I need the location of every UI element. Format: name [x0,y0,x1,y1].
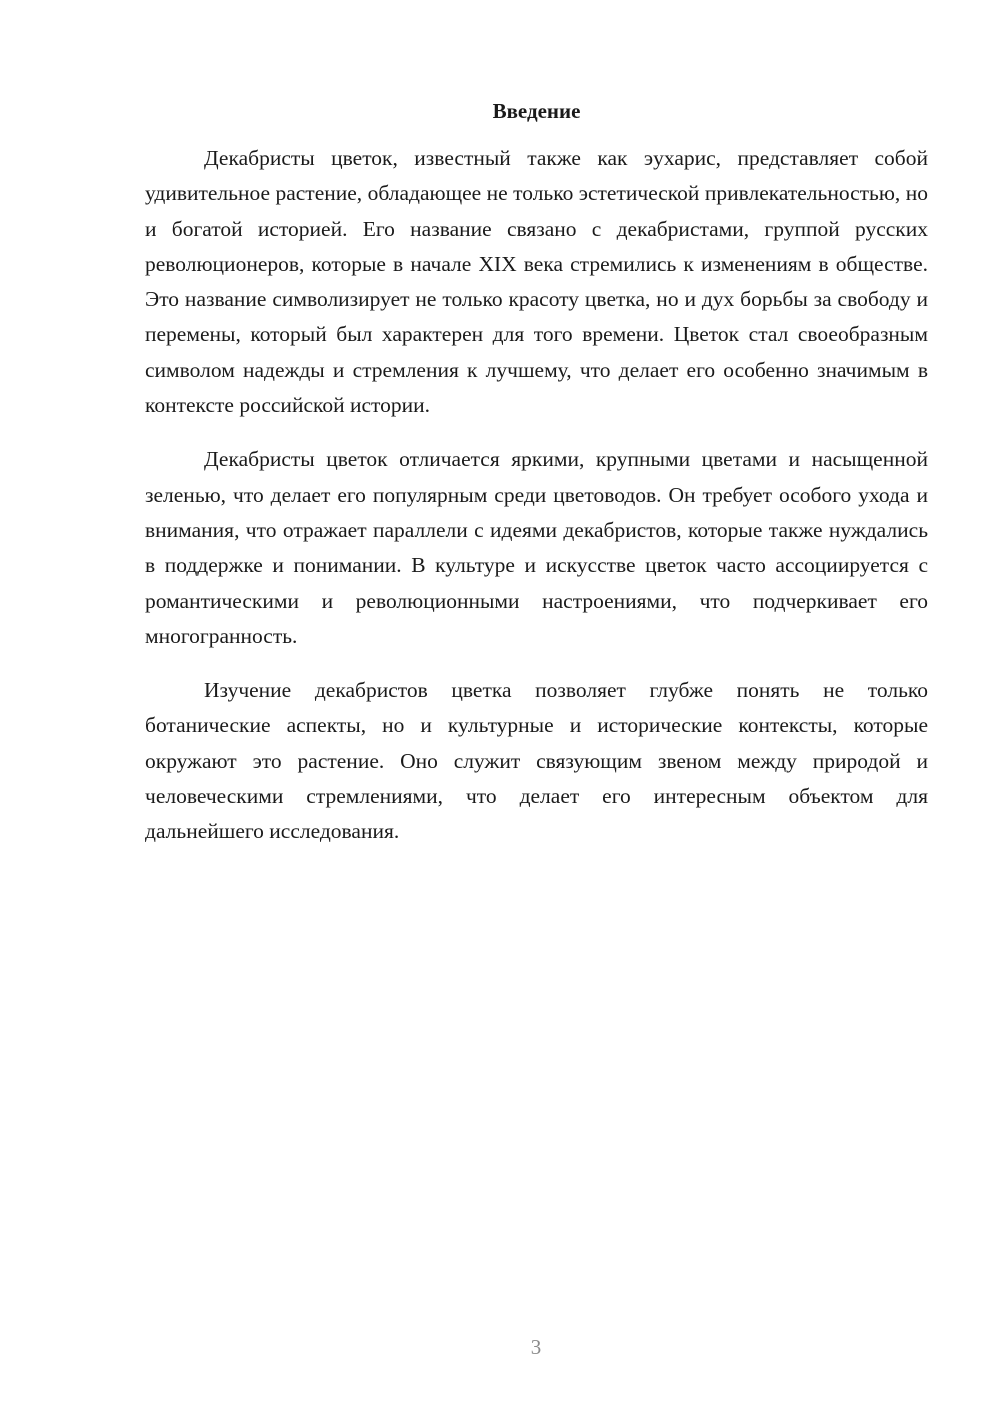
paragraph-3: Изучение декабристов цветка позволяет глубже понять не только ботанические аспекты, но и культурные и исторические контексты, которые окружают это растение. Оно служит связующим звеном между природой и человеческими стремлениями, что делает его интересным объектом для дальнейшего исследования. [145,678,928,844]
page-number: 3 [530,1335,542,1359]
paragraph-1: Декабристы цветок, известный также как эухарис, представляет собой удивительное растение, обладающее не только эстетической привлекательностью, но и богатой историей. Его название связано с декабристами, группой русских революционеров, которые в начале XIX века стремились к изменениям в обществе. Это название символизирует не только красоту цветка, но и дух борьбы за свободу и перемены, который был характерен для того времени. Цветок стал своеобразным символом надежды и стремления к лучшему, что делает его особенно значимым в контексте российской истории. [145,146,928,418]
body-text [145,141,928,869]
paragraph-2: Декабристы цветок отличается яркими, крупными цветами и насыщенной зеленью, что делает его популярным среди цветоводов. Он требует особого ухода и внимания, что отражает параллели с идеями декабристов, которые также нуждались в поддержке и понимании. В культуре и искусстве цветок часто ассоциируется с романтическими и революционными настроениями, что подчеркивает его многогранность. [145,447,928,648]
section-heading: Введение [492,99,581,123]
